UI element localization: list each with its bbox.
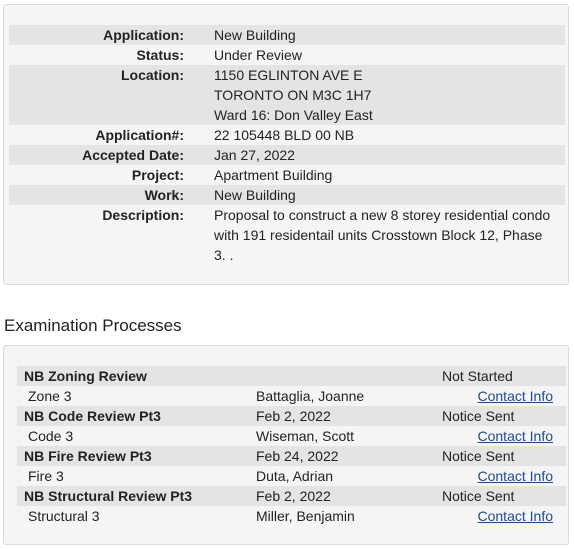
application-number-value: 22 105448 BLD 00 NB (214, 127, 355, 143)
location-label: Location: (121, 67, 184, 83)
process-group: Zone 3 (28, 388, 72, 404)
project-label: Project: (131, 167, 184, 183)
examination-processes-panel (3, 345, 569, 545)
contact-info-link[interactable]: Contact Info (477, 388, 553, 404)
process-status: Notice Sent (442, 488, 515, 504)
process-row (17, 406, 566, 426)
process-group: Fire 3 (28, 468, 64, 484)
accepted-date-row (9, 145, 565, 165)
process-row (17, 366, 566, 386)
process-name: NB Fire Review Pt3 (24, 448, 152, 464)
process-detail-row (17, 466, 566, 486)
process-date: Feb 24, 2022 (256, 448, 339, 464)
description-line: with 191 residentail units Crosstown Block 12, Phase (214, 227, 543, 243)
accepted-date-value: Jan 27, 2022 (214, 147, 295, 163)
process-date: Feb 2, 2022 (256, 488, 331, 504)
process-status: Notice Sent (442, 408, 515, 424)
process-date: Feb 2, 2022 (256, 408, 331, 424)
work-value: New Building (214, 187, 296, 203)
status-row (9, 45, 565, 65)
contact-info-link[interactable]: Contact Info (477, 428, 553, 444)
process-name: NB Code Review Pt3 (24, 408, 161, 424)
application-details-panel (3, 4, 569, 285)
description-line: 3. . (214, 247, 234, 263)
application-type-row (9, 25, 565, 45)
process-detail-row (17, 386, 566, 406)
application-label: Application: (103, 27, 184, 43)
accepted-date-label: Accepted Date: (82, 147, 184, 163)
description-line: Proposal to construct a new 8 storey residential condo (214, 207, 551, 223)
location-line: Ward 16: Don Valley East (214, 107, 373, 123)
project-value: Apartment Building (214, 167, 333, 183)
process-examiner: Wiseman, Scott (256, 428, 355, 444)
application-value: New Building (214, 27, 296, 43)
contact-info-link[interactable]: Contact Info (477, 468, 553, 484)
project-row (9, 165, 565, 185)
process-group: Code 3 (28, 428, 74, 444)
process-detail-row (17, 506, 566, 526)
location-row (9, 65, 565, 125)
examination-processes-heading: Examination Processes (4, 316, 182, 335)
contact-info-link[interactable]: Contact Info (477, 508, 553, 524)
description-value (214, 205, 561, 265)
process-name: NB Structural Review Pt3 (24, 488, 193, 504)
description-label: Description: (102, 207, 184, 223)
application-number-label: Application#: (95, 127, 184, 143)
process-row (17, 486, 566, 506)
status-label: Status: (136, 47, 184, 63)
process-name: NB Zoning Review (24, 368, 147, 384)
process-examiner: Duta, Adrian (256, 468, 334, 484)
location-value (214, 65, 561, 125)
work-row (9, 185, 565, 205)
application-number-row (9, 125, 565, 145)
process-detail-row (17, 426, 566, 446)
process-status: Notice Sent (442, 448, 515, 464)
process-row (17, 446, 566, 466)
location-line: 1150 EGLINTON AVE E (214, 67, 363, 83)
process-group: Structural 3 (28, 508, 100, 524)
process-status: Not Started (442, 368, 513, 384)
status-value: Under Review (214, 47, 302, 63)
description-row (9, 205, 565, 265)
work-label: Work: (144, 187, 184, 203)
process-examiner: Miller, Benjamin (256, 508, 355, 524)
process-examiner: Battaglia, Joanne (256, 388, 365, 404)
location-line: TORONTO ON M3C 1H7 (214, 87, 372, 103)
